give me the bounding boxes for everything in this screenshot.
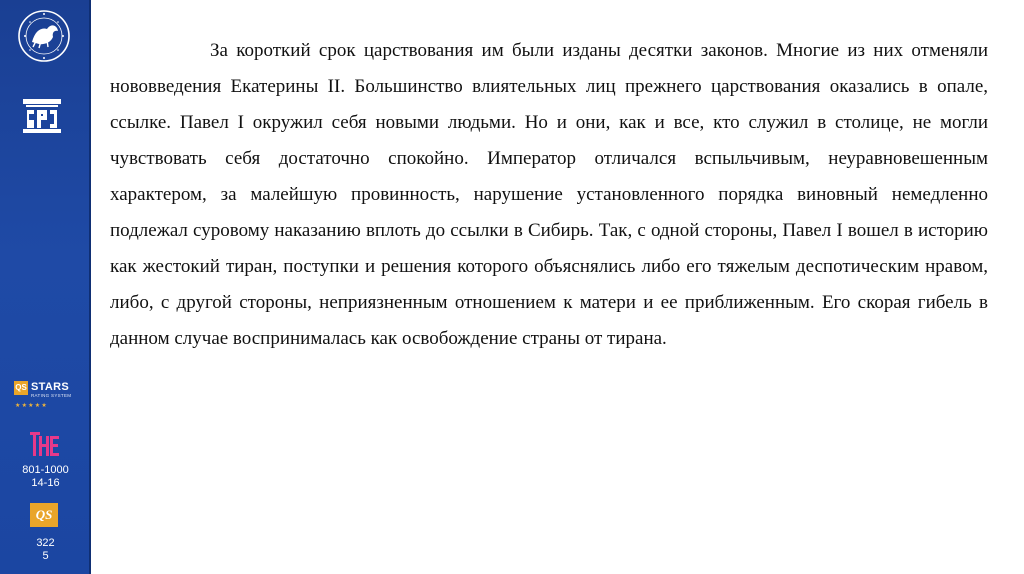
the-logo-icon [28, 430, 62, 460]
body-paragraph: За короткий срок царствования им были изданы десятки законов. Многие из них отменяли нововведения Екатерины II. Большинство влиятельных лиц прежнего царствования оказались в опале, ссылке. Павел I окружил себя новыми людьми. Но и они, как и все, кто служил в столице, не могли чувствовать себя достаточно спокойно. Император отличался вспыльчивым, неуравновешенным характером, за малейшую провинность, нарушение установленного порядка виновный немедленно подлежал суровому наказанию вплоть до ссылки в Сибирь. Так, с одной стороны, Павел I вошел в историю как жестокий тиран, поступки и решения которого объяснялись либо его тяжелым деспотическим нравом, либо, с другой стороны, неприязненным отношением к матери и ее приближенным. Его скорая гибель в данном случае воспринималась как освобождение страны от тирана. [110, 40, 988, 349]
stars-title: STARS [31, 381, 69, 393]
stars-subtitle: RATING SYSTEM [31, 393, 72, 398]
the-rank-line1: 801-1000 [22, 464, 69, 476]
qs-stars-box: QS [14, 381, 28, 395]
qs-rank-line2: 5 [42, 550, 49, 562]
qs-rank-line1: 322 [36, 537, 55, 549]
stars-rating: ★★★★★ [15, 402, 48, 409]
university-seal-icon [17, 9, 71, 63]
main-content [110, 33, 988, 357]
sidebar [0, 0, 91, 574]
the-rank-line2: 14-16 [31, 477, 60, 489]
qs-logo: QS [30, 503, 58, 527]
qs-stars-badge [14, 381, 76, 411]
column-logo-icon [22, 98, 62, 134]
